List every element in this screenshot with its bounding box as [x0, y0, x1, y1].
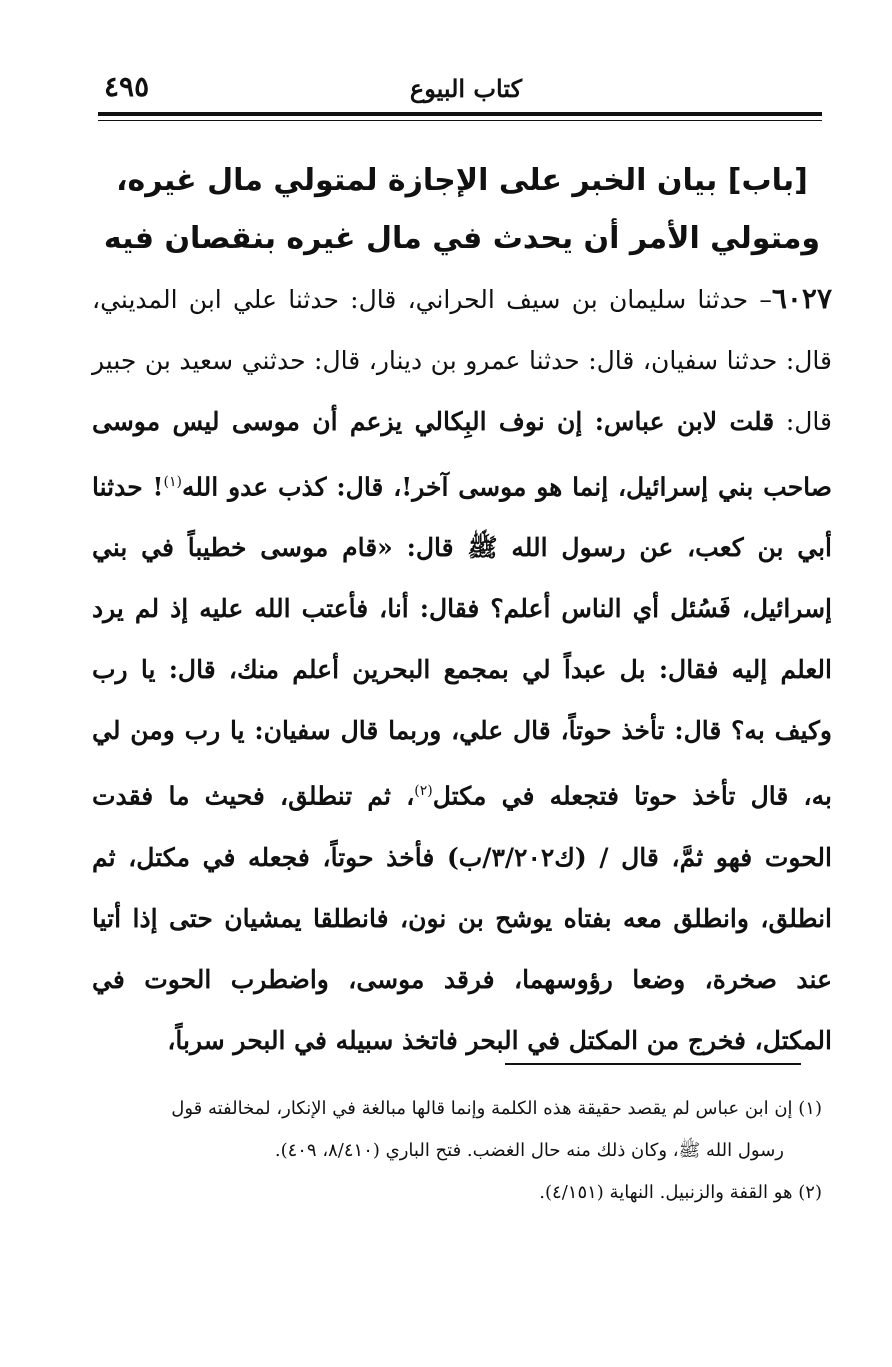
footnotes: [82, 1088, 822, 1214]
footnote-2: (٢) هو القفة والزنبيل. النهاية (٤/١٥١).: [539, 1182, 822, 1203]
page-number: ٤٩٥: [104, 70, 150, 103]
page-header: [98, 70, 822, 110]
header-rule-thin: [98, 120, 822, 121]
hadith-dash: –: [748, 285, 772, 314]
matn-part-1: قلت لابن عباس: إن نوف البِكالي يزعم أن موسى ليس موسى صاحب بني إسرائيل، إنما هو موسى آخر!، قال: كذب عدو الله: [92, 407, 832, 502]
header-rule-thick: [98, 112, 822, 116]
footnote-separator: [505, 1063, 801, 1065]
chapter-title: [باب] بيان الخبر على الإجازة لمتولي مال غيره، ومتولي الأمر أن يحدث في مال غيره بنقصان فيه: [103, 163, 821, 256]
footnote-1-line-1: (١) إن ابن عباس لم يقصد حقيقة هذه الكلمة وإنما قالها مبالغة في الإنكار، لمخالفته قول: [171, 1098, 822, 1119]
footnote-1-line-2: رسول الله ﷺ، وكان ذلك منه حال الغضب. فتح الباري (٨/٤١٠، ٤٠٩).: [274, 1140, 784, 1161]
matn-part-2: ! حدثنا أبي بن كعب، عن رسول الله ﷺ قال: «قام موسى خطيباً في بني إسرائيل، فَسُئل أي الناس أعلم؟ فقال: أنا، فأعتب الله عليه إذ لم يرد العلم إليه فقال: بل عبداً لي بمجمع البحرين أعلم منك، قال: يا رب وكيف به؟ قال: تأخذ حوتاً، قال علي، وربما قال سفيان: يا رب ومن لي به، قال تأخذ حوتا فتجعله في مكتل: [92, 472, 832, 811]
footnote-ref-1: (١): [163, 474, 182, 490]
footnote-ref-2: (٢): [414, 783, 433, 800]
isnad: حدثنا سليمان بن سيف الحراني، قال: حدثنا علي ابن المديني، قال: حدثنا سفيان، قال: حدثنا عمرو بن دينار، قال: حدثني سعيد بن جبير قال:: [92, 285, 832, 436]
hadith-text: [92, 268, 832, 1071]
matn-part-3: ، ثم تنطلق، فحيث ما فقدت الحوت فهو ثمَّ، قال / (ك٣/٢٠٢/ب) فأخذ حوتاً، فجعله في مكتل، ثم انطلق، وانطلق معه بفتاه يوشح بن نون، فانطلقا يمشيان حتى إذا أتيا عند صخرة، وضعا رؤوسهما، فرقد موسى، واضطرب الحوت في المكتل، فخرج من المكتل في البحر فاتخذ سبيله في البحر سرباً،: [92, 781, 832, 1055]
running-title: كتاب البيوع: [409, 74, 522, 103]
hadith-number: ٦٠٢٧: [771, 282, 832, 315]
